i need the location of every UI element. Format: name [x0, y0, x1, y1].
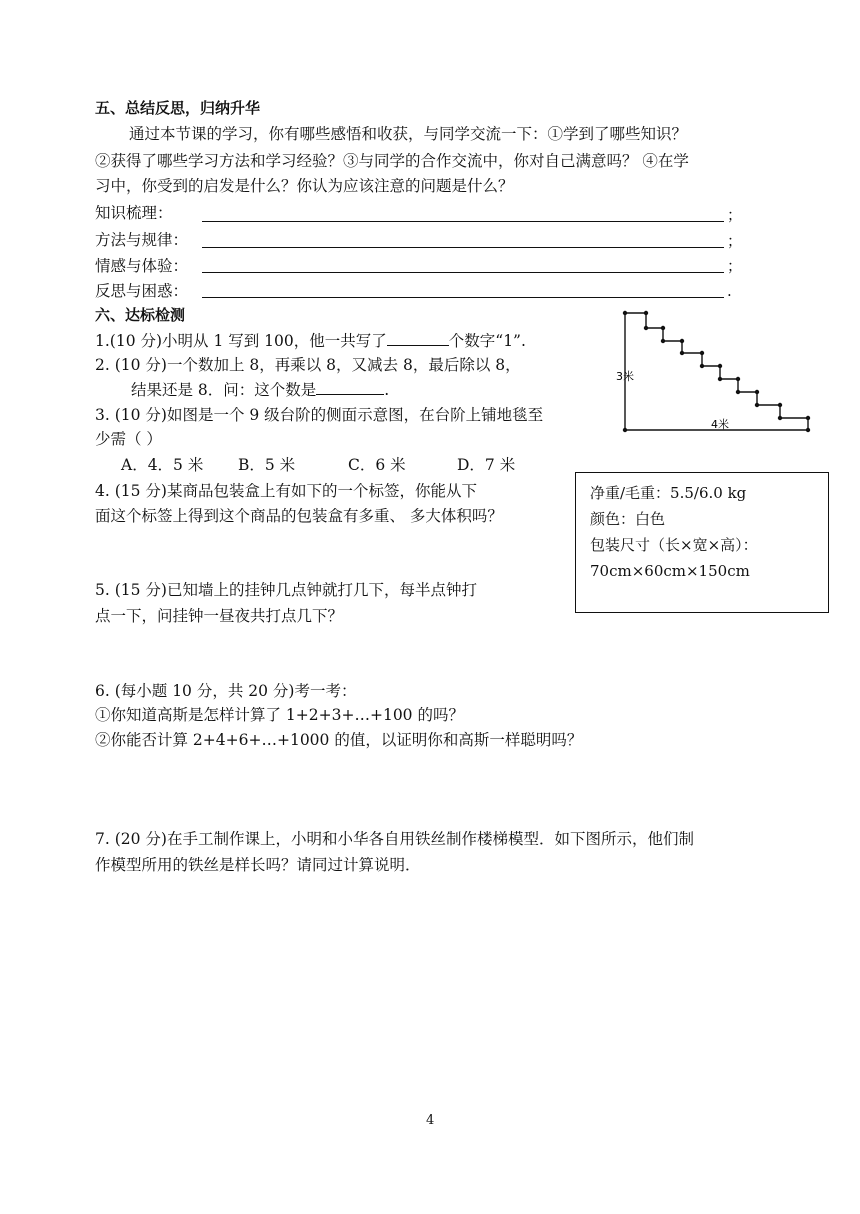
q2-answer-blank[interactable] [316, 380, 384, 395]
fill-in-line[interactable] [202, 229, 724, 248]
q3-option-c[interactable]: C．6 米 [348, 456, 406, 474]
section5-paragraph-line2: ②获得了哪些学习方法和学习经验？③与同学的合作交流中，你对自己满意吗？ ④在学 [95, 152, 689, 170]
section5-heading: 五、总结反思，归纳升华 [95, 99, 261, 117]
field-label: 方法与规律： [95, 231, 189, 249]
product-size-label: 包装尺寸（长×宽×高）： [590, 536, 758, 554]
q1-answer-blank[interactable] [387, 331, 449, 346]
field-label: 反思与困惑： [95, 282, 189, 300]
field-end-mark: ； [727, 206, 743, 224]
field-label: 情感与体验： [95, 257, 189, 275]
fill-in-line[interactable] [202, 203, 724, 222]
field-label: 知识梳理： [95, 204, 173, 222]
section5-paragraph-line3: 习中，你受到的启发是什么？你认为应该注意的问题是什么？ [95, 177, 514, 195]
question-2-line2 [131, 380, 389, 400]
stair-height-label: 3米 [616, 370, 634, 383]
question-4-line1: 4. (15 分)某商品包装盒上有如下的一个标签，你能从下 [95, 482, 477, 500]
staircase-diagram [612, 304, 817, 436]
product-label-box [575, 472, 829, 613]
question-5-line2: 点一下，问挂钟一昼夜共打点几下？ [95, 607, 344, 625]
question-7-line1: 7. (20 分)在手工制作课上，小明和小华各自用铁丝制作楼梯模型．如下图所示，他们制 [95, 830, 694, 848]
question-6-line2: ①你知道高斯是怎样计算了 1+2+3+…+100 的吗？ [95, 706, 464, 724]
section5-paragraph-line1: 通过本节课的学习，你有哪些感悟和收获，与同学交流一下：①学到了哪些知识？ [129, 125, 688, 143]
staircase-outline [625, 313, 808, 430]
question-3-line2: 少需（ ） [95, 430, 162, 448]
page-number: 4 [426, 1113, 435, 1128]
fill-in-line[interactable] [202, 254, 724, 273]
product-size-value: 70cm×60cm×150cm [590, 562, 750, 580]
question-6-line3: ②你能否计算 2+4+6+…+1000 的值，以证明你和高斯一样聪明吗？ [95, 731, 583, 749]
q3-option-b[interactable]: B．5 米 [238, 456, 296, 474]
field-end-mark: . [727, 282, 732, 300]
q1-text-before: 1.(10 分)小明从 1 写到 100，他一共写了 [95, 332, 387, 350]
question-3-line1: 3. (10 分)如图是一个 9 级台阶的侧面示意图，在台阶上铺地毯至 [95, 406, 544, 424]
question-1 [95, 331, 526, 351]
question-4-line2: 面这个标签上得到这个商品的包装盒有多重、 多大体积吗？ [95, 507, 503, 525]
field-end-mark: ； [727, 232, 743, 250]
product-weight: 净重/毛重：5.5/6.0 kg [590, 484, 747, 502]
fill-in-line[interactable] [202, 279, 724, 298]
q1-text-after: 个数字“1”. [448, 332, 526, 350]
field-end-mark: ； [727, 257, 743, 275]
staircase-vertex-dots [623, 311, 810, 432]
q2-text-after: . [384, 381, 390, 399]
q3-option-a[interactable]: A．4．5 米 [121, 456, 204, 474]
question-2-line1: 2. (10 分)一个数加上 8，再乘以 8，又减去 8，最后除以 8， [95, 356, 521, 374]
q3-option-d[interactable]: D．7 米 [457, 456, 516, 474]
q2-text-before: 结果还是 8．问：这个数是 [131, 381, 317, 399]
section6-heading: 六、达标检测 [95, 306, 186, 324]
product-color: 颜色：白色 [590, 510, 666, 528]
question-5-line1: 5. (15 分)已知墙上的挂钟几点钟就打几下，每半点钟打 [95, 581, 477, 599]
question-6-line1: 6. (每小题 10 分，共 20 分)考一考： [95, 682, 357, 700]
stair-width-label: 4米 [711, 418, 729, 431]
question-7-line2: 作模型所用的铁丝是样长吗？请同过计算说明． [95, 856, 421, 874]
